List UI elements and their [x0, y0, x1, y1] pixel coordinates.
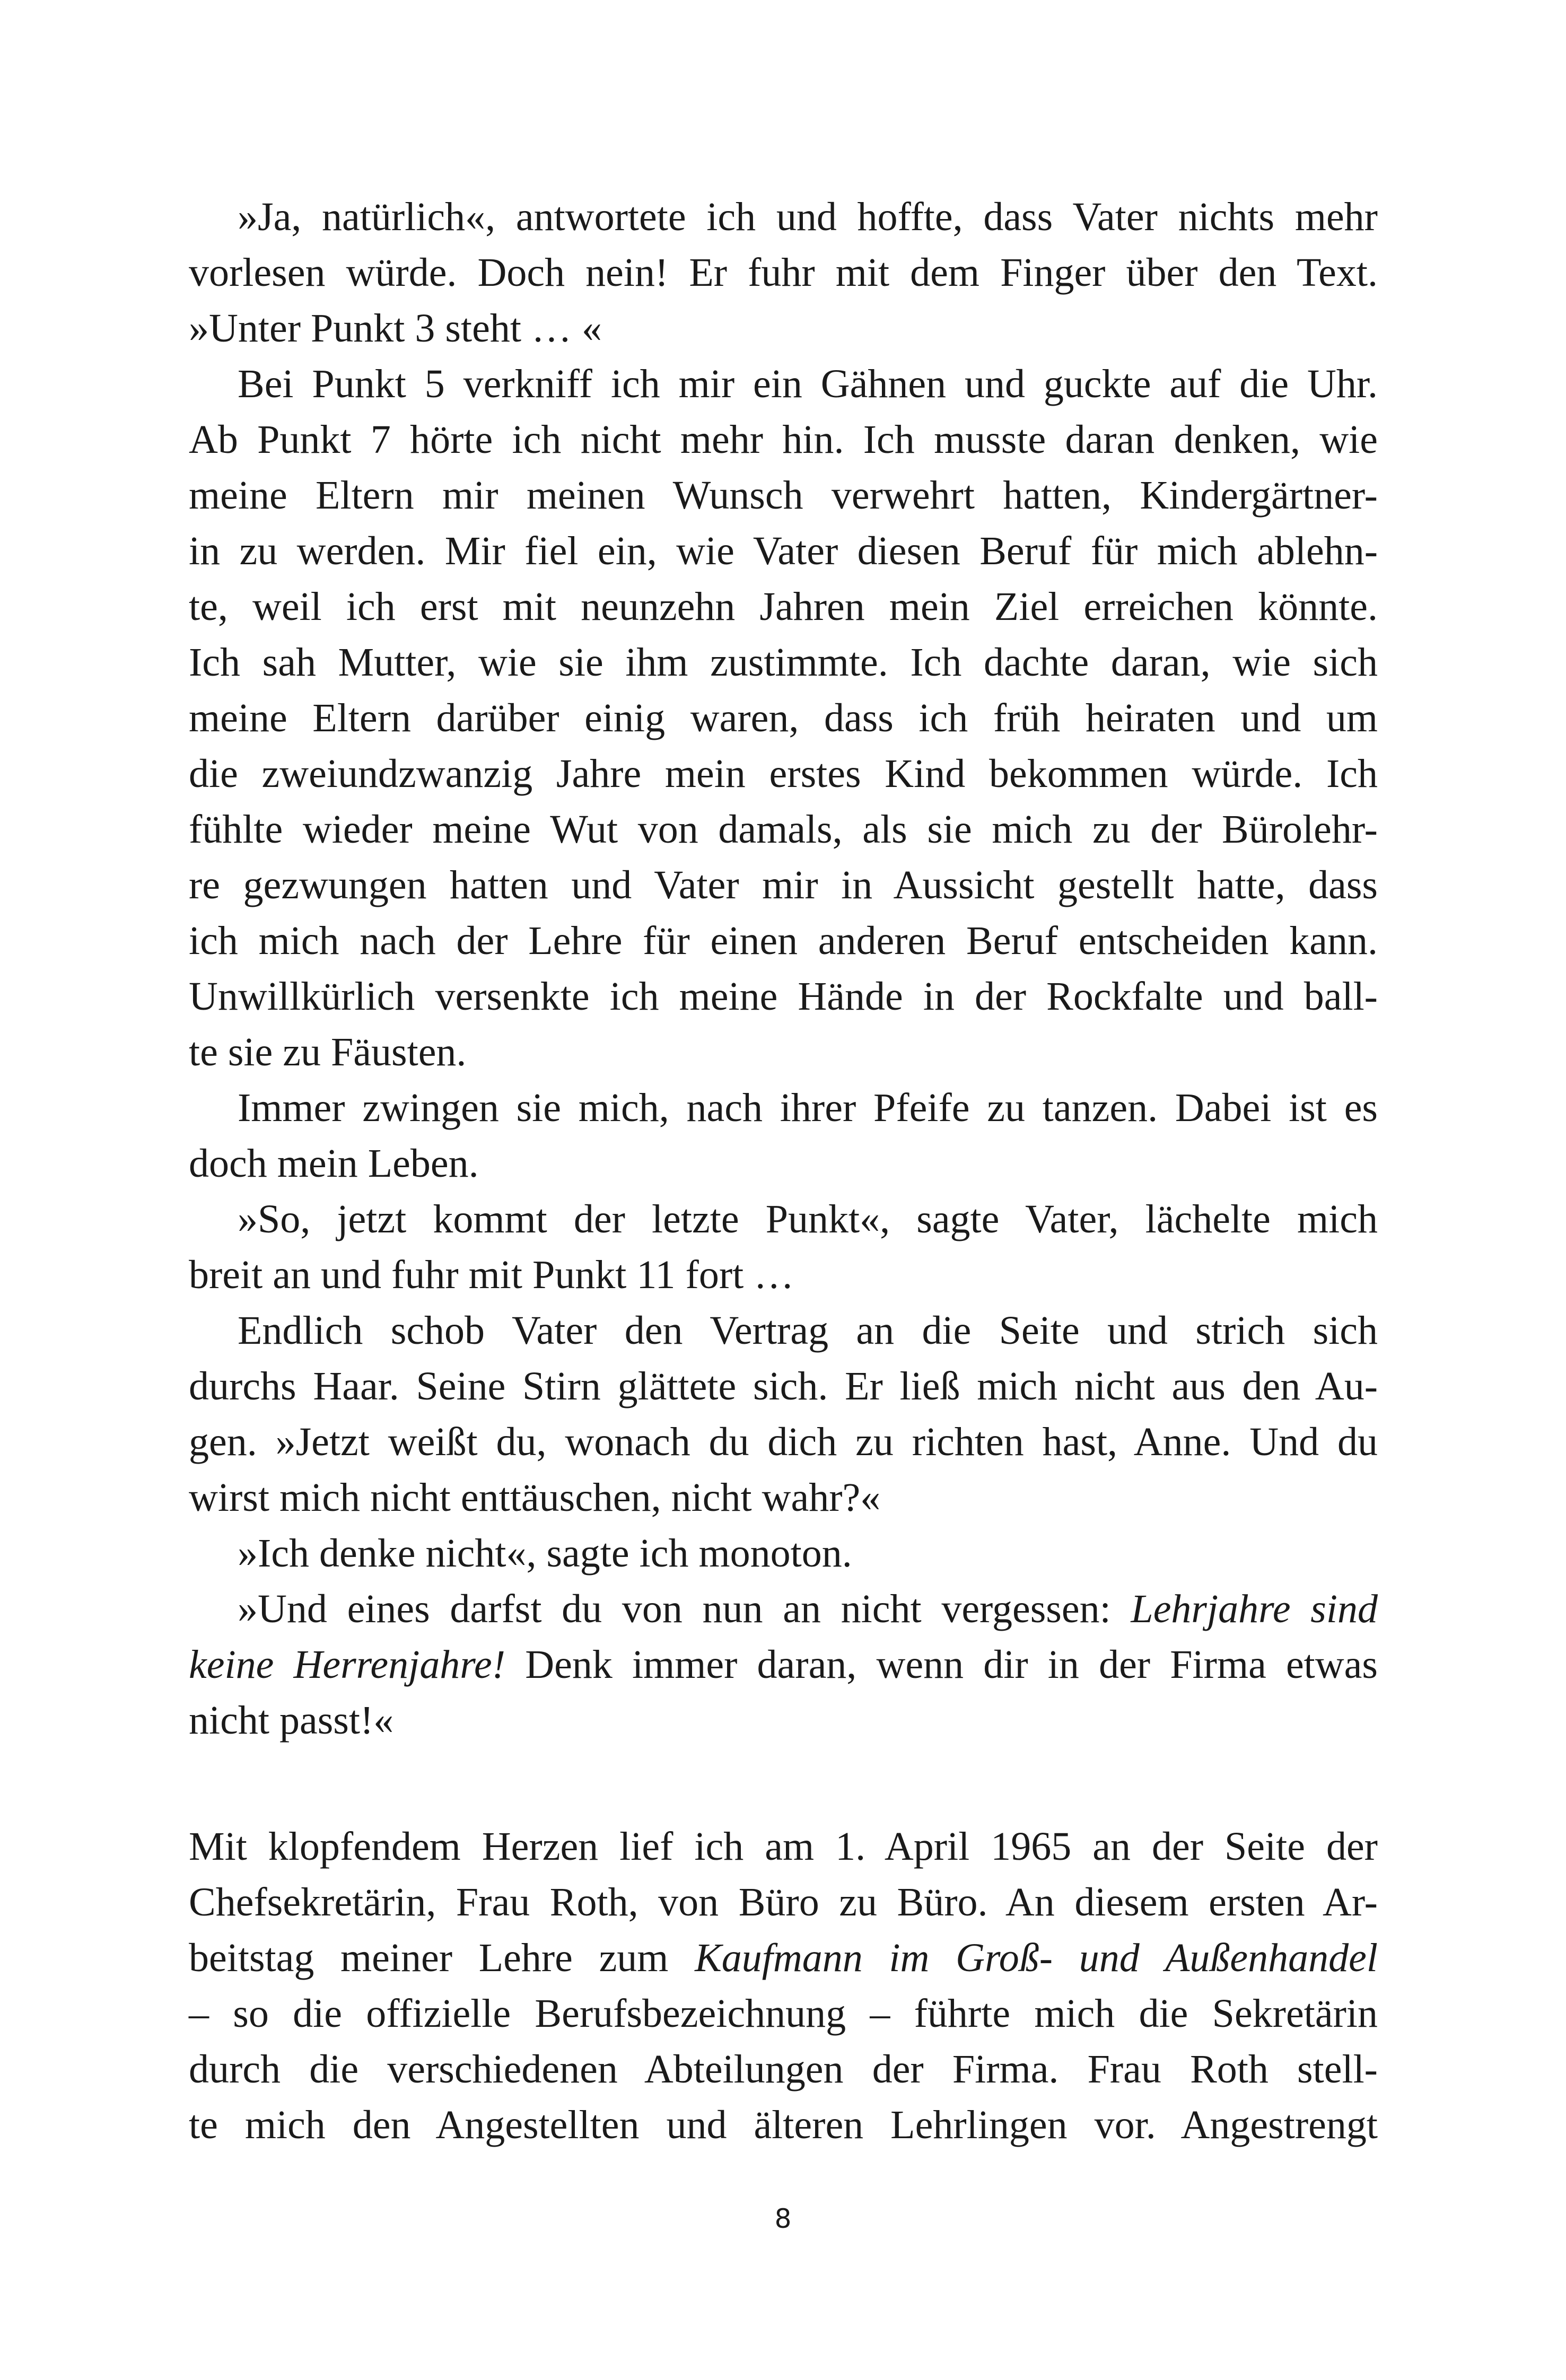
text-line: meine Eltern mir meinen Wunsch verwehrt hatten, Kindergärtner- — [189, 473, 1378, 518]
text-line: Bei Punkt 5 verkniff ich mir ein Gähnen und guckte auf die Uhr. — [238, 362, 1378, 406]
text-line: te sie zu Fäusten. — [189, 1030, 467, 1074]
text-line: durchs Haar. Seine Stirn glättete sich. Er ließ mich nicht aus den Au- — [189, 1364, 1378, 1408]
text-line: wirst mich nicht enttäuschen, nicht wahr?« — [189, 1475, 881, 1520]
main-text-top — [189, 189, 1378, 1748]
italic-phrase: Kaufmann im Groß- und Außenhandel — [695, 1936, 1378, 1980]
text-line: breit an und fuhr mit Punkt 11 fort … — [189, 1253, 794, 1297]
text-line: nicht passt!« — [189, 1698, 394, 1743]
main-text-bottom — [189, 1819, 1378, 2153]
text-line: »Unter Punkt 3 steht … « — [189, 306, 602, 351]
text-line: durch die verschiedenen Abteilungen der Firma. Frau Roth stell- — [189, 2047, 1378, 2092]
text-line: Endlich schob Vater den Vertrag an die Seite und strich sich — [238, 1308, 1378, 1353]
text-line: Immer zwingen sie mich, nach ihrer Pfeife zu tanzen. Dabei ist es — [238, 1086, 1378, 1130]
text-line: »Ich denke nicht«, sagte ich monoton. — [238, 1531, 852, 1576]
text-line: Ich sah Mutter, wie sie ihm zustimmte. Ich dachte daran, wie sich — [189, 640, 1378, 685]
page-number: 8 — [774, 2203, 792, 2234]
text-line: Unwillkürlich versenkte ich meine Hände in der Rockfalte und ball- — [189, 974, 1378, 1019]
italic-phrase: Lehrjahre sind — [1131, 1587, 1378, 1631]
text-line: meine Eltern darüber einig waren, dass ich früh heiraten und um — [189, 696, 1378, 740]
text-line: in zu werden. Mir fiel ein, wie Vater diesen Beruf für mich ablehn- — [189, 529, 1378, 573]
text-line: ich mich nach der Lehre für einen anderen Beruf entscheiden kann. — [189, 918, 1378, 963]
text-line: te mich den Angestellten und älteren Lehrlingen vor. Angestrengt — [189, 2103, 1378, 2147]
text-line: die zweiundzwanzig Jahre mein erstes Kind bekommen würde. Ich — [189, 751, 1378, 796]
text-run: beitstag meiner Lehre zum — [189, 1936, 695, 1980]
text-line: re gezwungen hatten und Vater mir in Aussicht gestellt hatte, dass — [189, 863, 1378, 907]
text-line: Mit klopfendem Herzen lief ich am 1. April 1965 an der Seite der — [189, 1824, 1378, 1869]
text-line: Chefsekretärin, Frau Roth, von Büro zu Büro. An diesem ersten Ar- — [189, 1880, 1378, 1924]
text-line: gen. »Jetzt weißt du, wonach du dich zu richten hast, Anne. Und du — [189, 1420, 1378, 1464]
text-line — [189, 1930, 1378, 1986]
text-line — [189, 1637, 1378, 1693]
text-line: fühlte wieder meine Wut von damals, als sie mich zu der Bürolehr- — [189, 807, 1378, 852]
italic-phrase: keine Herrenjahre! — [189, 1642, 506, 1687]
text-line: »Ja, natürlich«, antwortete ich und hoffte, dass Vater nichts mehr — [238, 195, 1378, 239]
text-run: »Und eines darfst du von nun an nicht vergessen: — [238, 1587, 1131, 1631]
text-line: te, weil ich erst mit neunzehn Jahren mein Ziel erreichen könnte. — [189, 584, 1378, 629]
text-line: – so die offizielle Berufsbezeichnung – führte mich die Sekretärin — [189, 1991, 1378, 2036]
text-line: Ab Punkt 7 hörte ich nicht mehr hin. Ich musste daran denken, wie — [189, 417, 1378, 462]
text-line: »So, jetzt kommt der letzte Punkt«, sagte Vater, lächelte mich — [238, 1197, 1378, 1241]
text-run: Denk immer daran, wenn dir in der Firma etwas — [505, 1642, 1378, 1687]
text-line: doch mein Leben. — [189, 1141, 479, 1186]
text-line: vorlesen würde. Doch nein! Er fuhr mit dem Finger über den Text. — [189, 250, 1378, 295]
text-line — [189, 1581, 1378, 1637]
